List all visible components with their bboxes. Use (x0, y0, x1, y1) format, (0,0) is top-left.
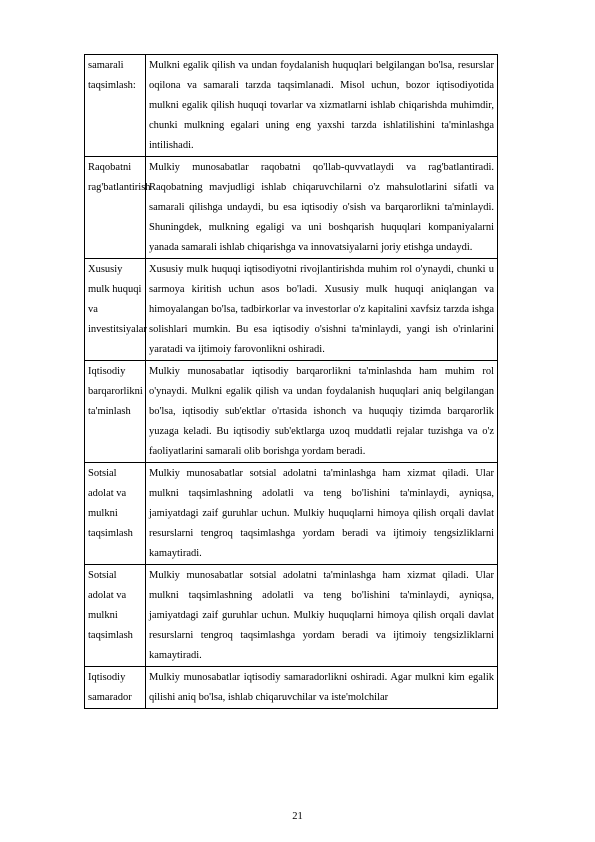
table-row (85, 259, 498, 361)
row-text: Mulkiy munosabatlar iqtisodiy samaradorlikni oshiradi. Agar mulkni kim egalik qilishi aniq bo'lsa, ishlab chiqaruvchilar va iste'molchilar (146, 667, 498, 709)
row-term: samarali taqsimlash: (85, 55, 146, 157)
table-row (85, 157, 498, 259)
content-table (84, 54, 498, 709)
row-term: Iqtisodiy samarador (85, 667, 146, 709)
row-text: Mulkiy munosabatlar iqtisodiy barqarorlikni ta'minlashda ham muhim rol o'ynaydi. Mulkni egalik qilish va undan foydalanish huquqlari aniq belgilangan bo'lsa, iqtisodiy sub'ektlar o'rtasida ishonch va huquqiy tizimda barqarorlik yuzaga keladi. Bu iqtisodiy sub'ektlarga uzoq muddatli rejalar tuzishga va o'z faoliyatlarini samarali olib borishga yordam beradi. (146, 361, 498, 463)
row-text: Mulkiy munosabatlar sotsial adolatni ta'minlashga ham xizmat qiladi. Ular mulkni taqsimlashning adolatli va teng bo'lishini ta'minlaydi, ayniqsa, jamiyatdagi zaif guruhlar uchun. Mulkiy huquqlarni himoya qilish orqali davlat resurslarni tengroq taqsimlashga yordam beradi va ijtimoiy tengsizliklarni kamaytiradi. (146, 565, 498, 667)
table-row (85, 361, 498, 463)
row-term: Raqobatni rag'batlantirish (85, 157, 146, 259)
table-row (85, 55, 498, 157)
row-term: Sotsial adolat va mulkni taqsimlash (85, 463, 146, 565)
row-text: Mulkni egalik qilish va undan foydalanish huquqlari belgilangan bo'lsa, resurslar oqilona va samarali tarzda taqsimlanadi. Misol uchun, bozor iqtisodiyotida mulkni egalik qilish huquqi tovarlar va xizmatlarni ishlab chiqarishda muhimdir, chunki mulkning egalari uning eng yaxshi tarzda ishlatilishini ta'minlashga intilishadi. (146, 55, 498, 157)
table-row (85, 463, 498, 565)
page-number: 21 (292, 811, 303, 822)
row-text: Xususiy mulk huquqi iqtisodiyotni rivojlantirishda muhim rol o'ynaydi, chunki u sarmoya kiritish uchun asos bo'ladi. Xususiy mulk huquqi aniqlangan va himoyalangan bo'lsa, tadbirkorlar va investorlar o'z kapitalini xavfsiz tarzda ishga solishlari mumkin. Bu esa iqtisodiy o'sishni ta'minlaydi, yangi ish o'rinlarini yaratadi va ijtimoiy farovonlikni oshiradi. (146, 259, 498, 361)
row-term: Xususiy mulk huquqi va investitsiyalar (85, 259, 146, 361)
row-text: Mulkiy munosabatlar raqobatni qo'llab-quvvatlaydi va rag'batlantiradi. Raqobatning mavjudligi ishlab chiqaruvchilarni o'z mahsulotlarini sifatli va samarali qilishga undaydi, bu esa iqtisodiy o'sish va barqarorlikni ta'minlaydi. Shuningdek, mulkning egaligi va uni boshqarish huquqlari kompaniyalarni yanada samarali ishlab chiqarishga va innovatsiyalarni joriy etishga undaydi. (146, 157, 498, 259)
row-term: Sotsial adolat va mulkni taqsimlash (85, 565, 146, 667)
table-row (85, 667, 498, 709)
row-text: Mulkiy munosabatlar sotsial adolatni ta'minlashga ham xizmat qiladi. Ular mulkni taqsimlashning adolatli va teng bo'lishini ta'minlaydi, ayniqsa, jamiyatdagi zaif guruhlar uchun. Mulkiy huquqlarni himoya qilish orqali davlat resurslarni tengroq taqsimlashga yordam beradi va ijtimoiy tengsizliklarni kamaytiradi. (146, 463, 498, 565)
row-term: Iqtisodiy barqarorlikni ta'minlash (85, 361, 146, 463)
table-row (85, 565, 498, 667)
